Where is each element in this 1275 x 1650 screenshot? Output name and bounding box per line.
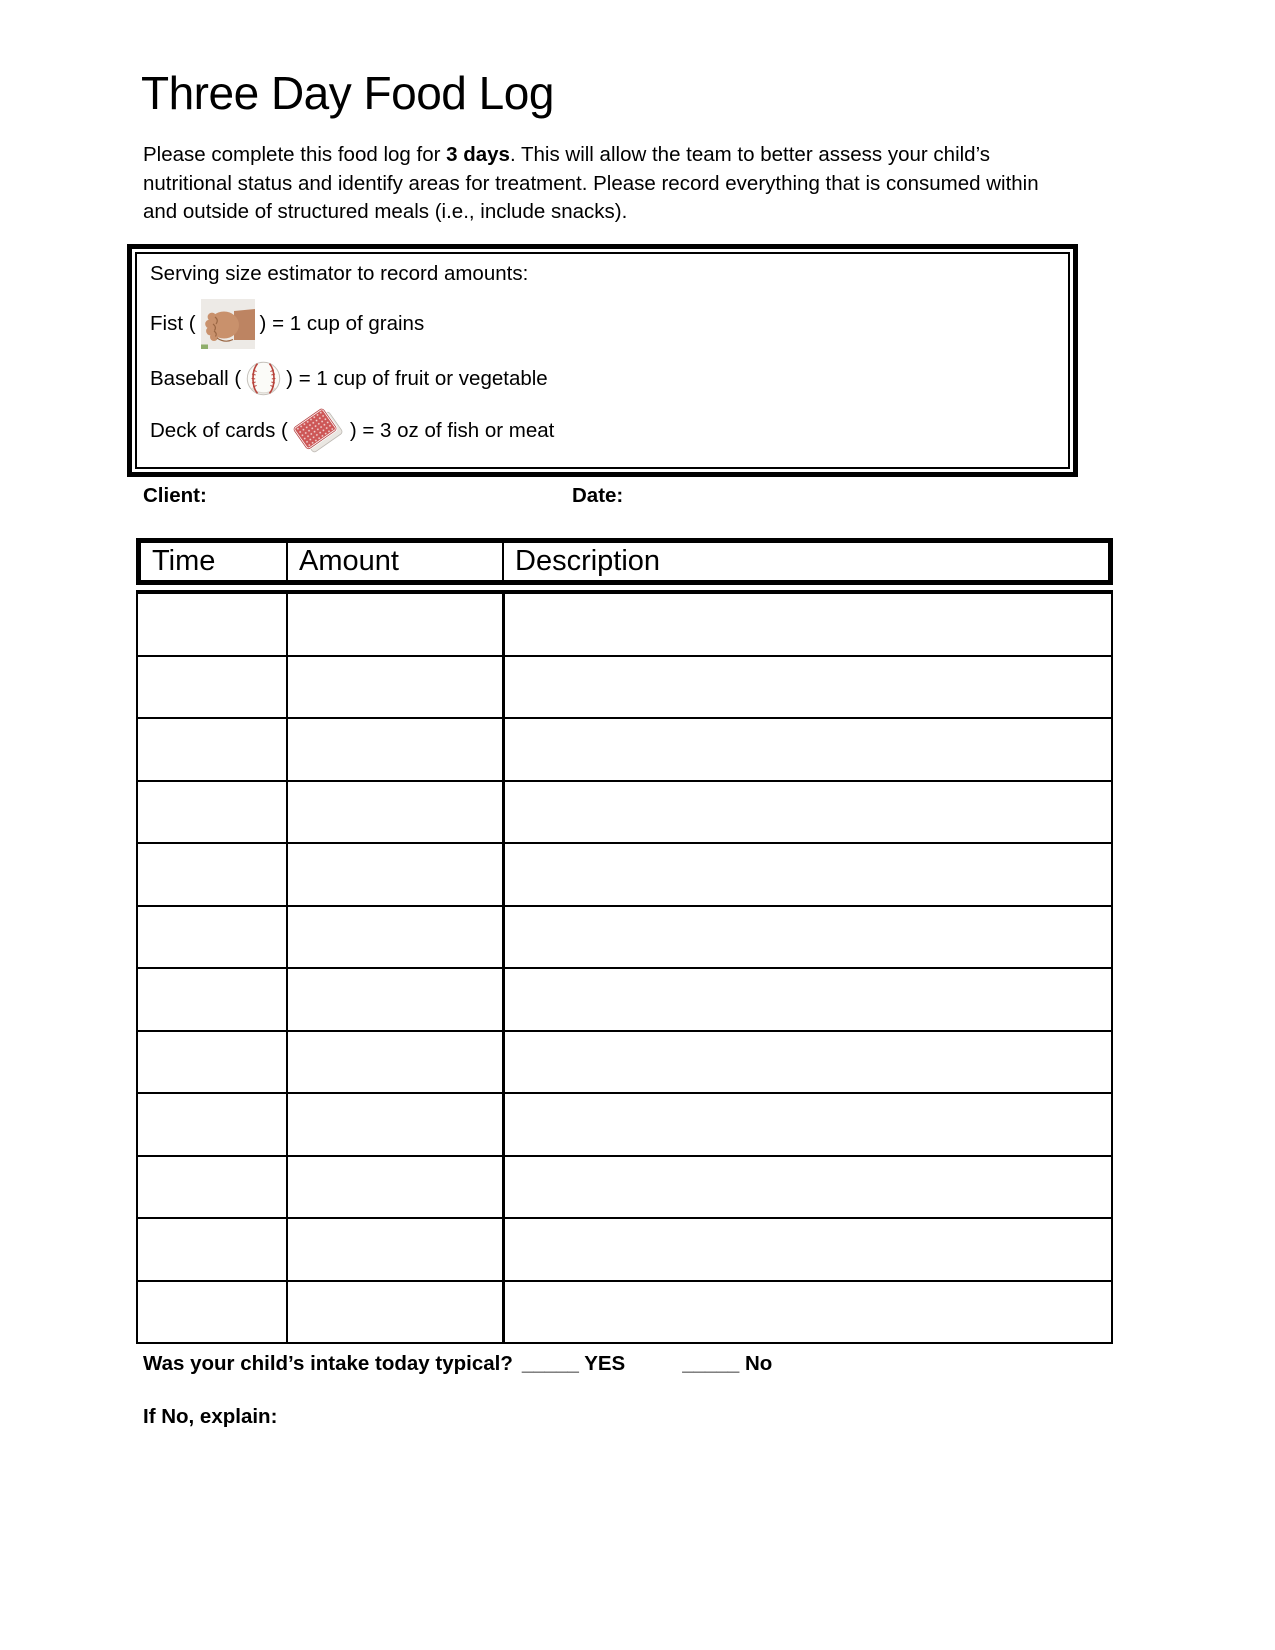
food-log-cell-time[interactable]	[137, 718, 287, 781]
food-log-row	[137, 906, 1112, 969]
serving-item-baseball	[150, 361, 1055, 396]
food-log-cell-amount[interactable]	[287, 1281, 504, 1344]
food-log-cell-amount[interactable]	[287, 1156, 504, 1219]
food-log-row	[137, 1281, 1112, 1344]
intro-text-bold-days: 3 days	[446, 143, 510, 166]
food-log-row	[137, 1156, 1112, 1219]
playing-cards-icon	[293, 407, 345, 455]
food-log-cell-amount[interactable]	[287, 592, 504, 656]
serving-size-box	[127, 244, 1078, 477]
no-label: No	[744, 1352, 773, 1375]
page-title: Three Day Food Log	[141, 67, 554, 119]
fist-label: Fist (	[150, 312, 196, 335]
header-cell-time: Time	[152, 545, 216, 577]
header-cell-description: Description	[502, 543, 1108, 580]
food-log-cell-amount[interactable]	[287, 906, 504, 969]
food-log-cell-amount[interactable]	[287, 1031, 504, 1094]
food-log-row	[137, 781, 1112, 844]
food-log-cell-description[interactable]	[504, 906, 1113, 969]
header-cell-amount: Amount	[286, 543, 502, 580]
food-log-row	[137, 592, 1112, 656]
fist-photo	[201, 299, 255, 349]
food-log-cell-amount[interactable]	[287, 718, 504, 781]
food-log-cell-time[interactable]	[137, 1218, 287, 1281]
food-log-cell-time[interactable]	[137, 906, 287, 969]
baseball-icon	[246, 361, 281, 396]
food-log-cell-amount[interactable]	[287, 781, 504, 844]
serving-size-box-inner	[135, 252, 1070, 469]
fist-equivalence: ) = 1 cup of grains	[259, 312, 425, 335]
food-log-cell-time[interactable]	[137, 1031, 287, 1094]
food-log-cell-description[interactable]	[504, 1281, 1113, 1344]
food-log-row	[137, 1093, 1112, 1156]
food-log-cell-amount[interactable]	[287, 843, 504, 906]
serving-item-fist	[150, 299, 1055, 349]
food-log-cell-amount[interactable]	[287, 1218, 504, 1281]
food-log-cell-time[interactable]	[137, 1281, 287, 1344]
intro-text-start: Please complete this food log for	[143, 143, 447, 166]
food-log-cell-description[interactable]	[504, 656, 1113, 719]
food-log-row	[137, 718, 1112, 781]
food-log-cell-time[interactable]	[137, 781, 287, 844]
serving-item-deck	[150, 407, 1055, 455]
food-log-cell-time[interactable]	[137, 843, 287, 906]
food-log-cell-time[interactable]	[137, 592, 287, 656]
food-log-cell-amount[interactable]	[287, 1093, 504, 1156]
food-log-table	[136, 590, 1113, 1344]
food-log-header-row	[136, 538, 1113, 585]
food-log-cell-description[interactable]	[504, 843, 1113, 906]
food-log-cell-description[interactable]	[504, 781, 1113, 844]
food-log-cell-description[interactable]	[504, 1031, 1113, 1094]
food-log-cell-amount[interactable]	[287, 656, 504, 719]
serving-box-heading: Serving size estimator to record amounts:	[150, 262, 529, 285]
deck-of-cards-equivalence: ) = 3 oz of fish or meat	[349, 419, 555, 442]
food-log-row	[137, 1031, 1112, 1094]
if-no-explain-label: If No, explain:	[143, 1405, 278, 1428]
food-log-row	[137, 656, 1112, 719]
food-log-cell-description[interactable]	[504, 1218, 1113, 1281]
food-log-cell-time[interactable]	[137, 1156, 287, 1219]
client-date-row	[143, 484, 1078, 508]
yes-label: YES	[584, 1352, 626, 1375]
food-log-cell-time[interactable]	[137, 968, 287, 1031]
intake-typical-question: Was your child’s intake today typical?	[143, 1352, 513, 1375]
baseball-equivalence: ) = 1 cup of fruit or vegetable	[286, 366, 548, 390]
food-log-cell-amount[interactable]	[287, 968, 504, 1031]
food-log-cell-description[interactable]	[504, 592, 1113, 656]
food-log-cell-time[interactable]	[137, 656, 287, 719]
baseball-label: Baseball (	[150, 366, 242, 390]
intake-typical-row	[143, 1352, 772, 1376]
yes-blank: _____	[521, 1352, 579, 1375]
food-log-cell-description[interactable]	[504, 1156, 1113, 1219]
client-label: Client:	[143, 484, 207, 507]
deck-of-cards-label: Deck of cards (	[150, 419, 288, 442]
date-label: Date:	[572, 484, 624, 507]
intro-text-end: . This will allow the team to better assess your child’s nutritional status and identify areas for treatment. Please record everything that is consumed within and outside of structured meals (i.e., include snacks).	[143, 143, 1039, 223]
food-log-cell-time[interactable]	[137, 1093, 287, 1156]
food-log-table-body	[137, 592, 1112, 1343]
no-blank: _____	[682, 1352, 740, 1375]
intro-paragraph	[143, 141, 1076, 227]
food-log-cell-description[interactable]	[504, 1093, 1113, 1156]
food-log-cell-description[interactable]	[504, 968, 1113, 1031]
food-log-row	[137, 1218, 1112, 1281]
food-log-cell-description[interactable]	[504, 718, 1113, 781]
food-log-row	[137, 968, 1112, 1031]
food-log-row	[137, 843, 1112, 906]
